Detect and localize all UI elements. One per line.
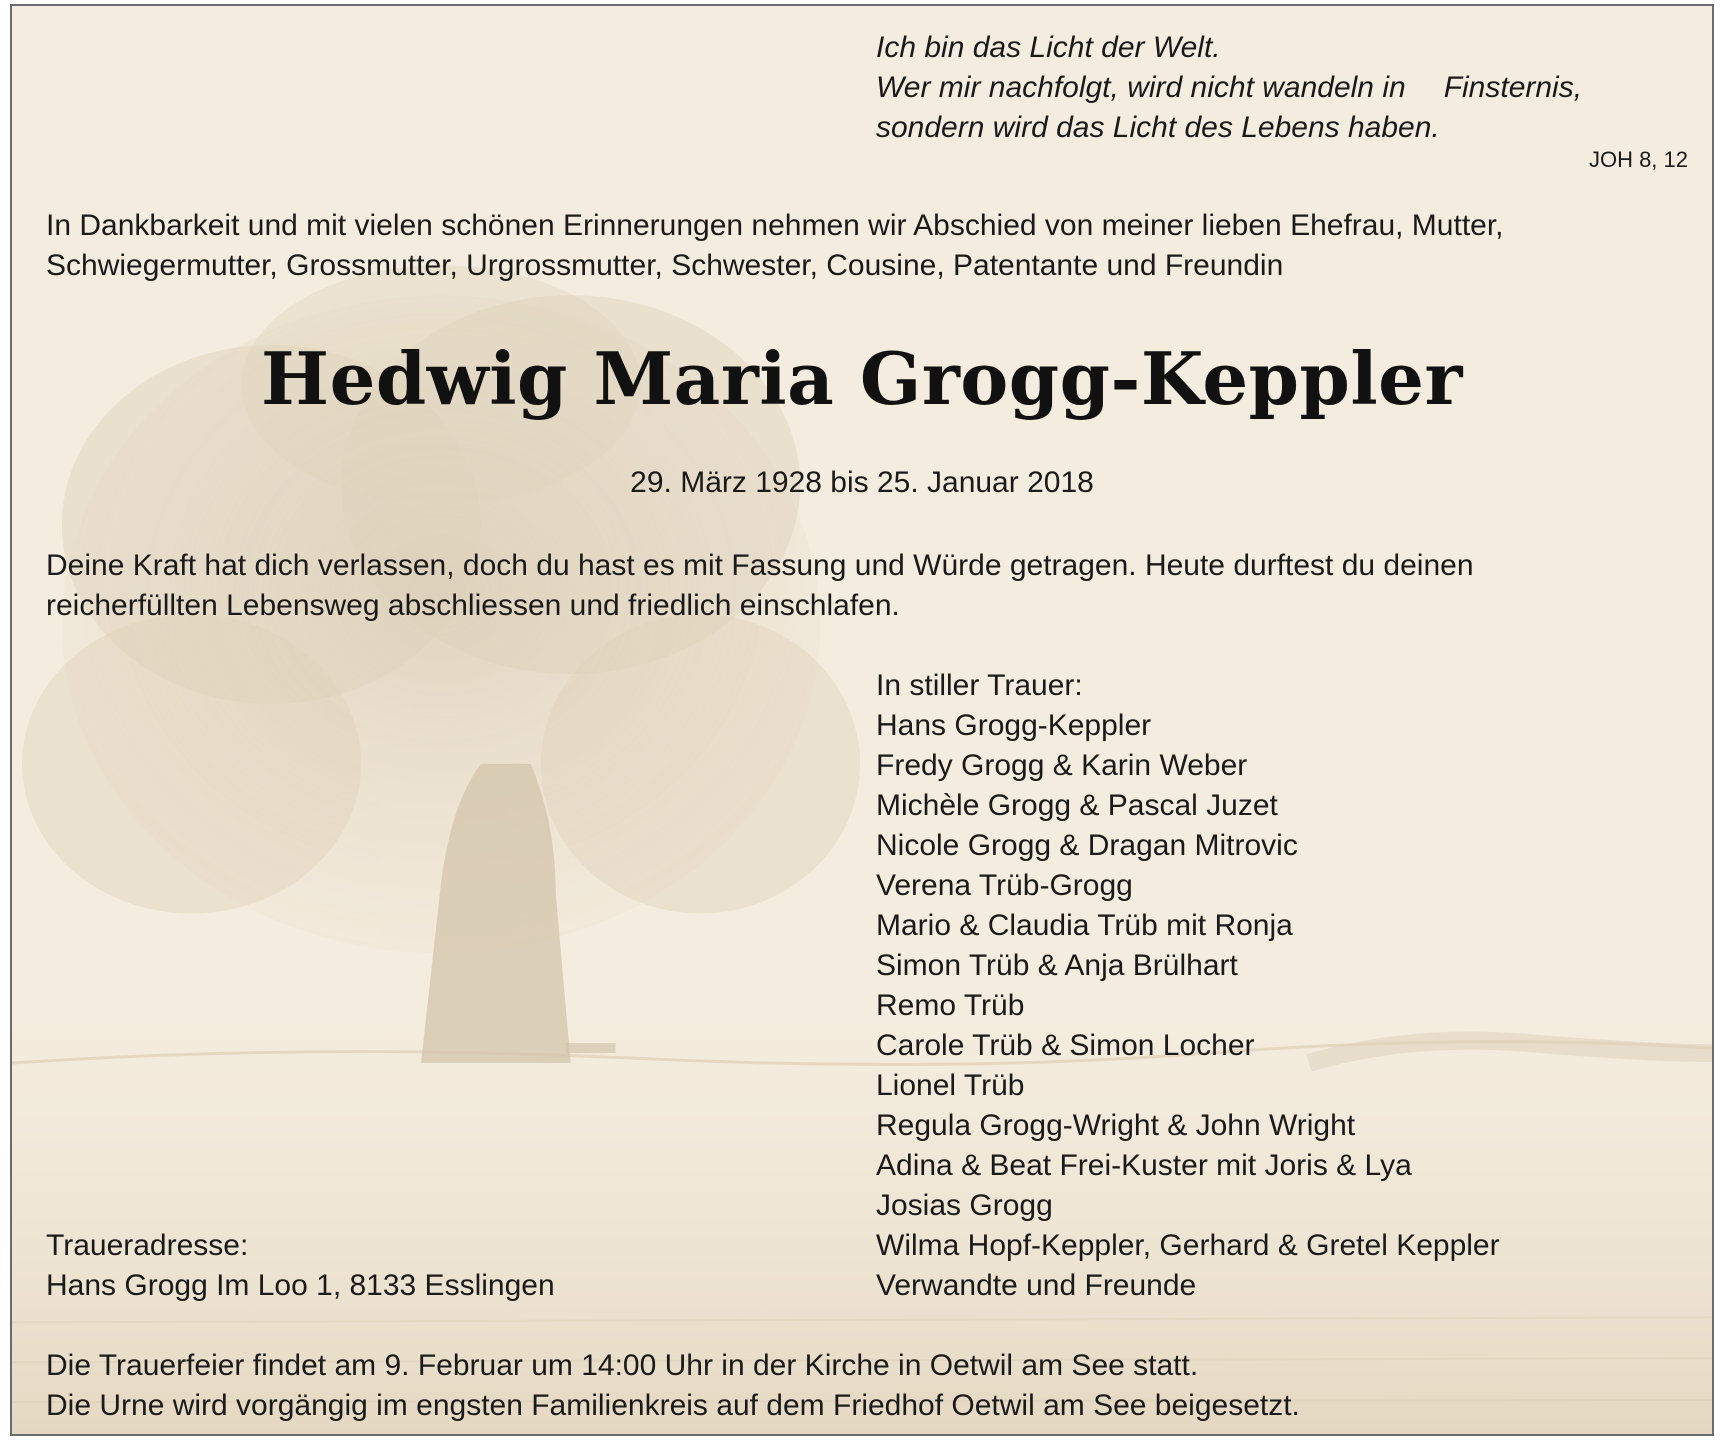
message-line-2: reicherfüllten Lebensweg abschliessen und friedlich einschlafen. [46,589,900,622]
deceased-name: Hedwig Maria Grogg-Keppler [261,336,1463,421]
verse-line-2-text: Wer mir nachfolgt, wird nicht wandeln in [876,71,1406,104]
intro-line-2: Schwiegermutter, Grossmutter, Urgrossmutter, Schwester, Cousine, Patentante und Freundin [46,249,1284,282]
address-value: Hans Grogg Im Loo 1, 8133 Esslingen [46,1269,555,1302]
obituary-card [10,4,1714,1436]
message-line-1: Deine Kraft hat dich verlassen, doch du hast es mit Fassung und Würde getragen. Heute durftest du deinen [46,549,1474,582]
mourner-name: Lionel Trüb [876,1069,1025,1102]
mourner-name: Michèle Grogg & Pascal Juzet [876,789,1278,822]
mourner-name: Simon Trüb & Anja Brülhart [876,949,1238,982]
funeral-line-2: Die Urne wird vorgängig im engsten Familienkreis auf dem Friedhof Oetwil am See beigesetzt. [46,1389,1300,1422]
mourner-name: Verena Trüb-Grogg [876,869,1133,902]
verse-line-2-tail: Finsternis, [1443,71,1583,104]
mourner-name: Josias Grogg [876,1189,1053,1222]
mourner-name: Carole Trüb & Simon Locher [876,1029,1255,1062]
mourners-list [876,666,1500,1306]
verse-line-3: sondern wird das Licht des Lebens haben. [876,111,1440,144]
mourner-name: Hans Grogg-Keppler [876,709,1152,742]
mourner-name: Regula Grogg-Wright & John Wright [876,1109,1356,1142]
mourner-name: Verwandte und Freunde [876,1269,1197,1302]
mourner-name: Nicole Grogg & Dragan Mitrovic [876,829,1298,862]
verse-line-2 [876,68,1582,108]
life-dates: 29. März 1928 bis 25. Januar 2018 [630,466,1094,499]
address-label: Traueradresse: [46,1229,249,1262]
bible-verse [876,28,1582,148]
mourners-heading: In stiller Trauer: [876,669,1083,702]
mourner-name: Mario & Claudia Trüb mit Ronja [876,909,1293,942]
farewell-message [46,546,1474,626]
verse-reference: JOH 8, 12 [1588,147,1688,172]
intro-line-1: In Dankbarkeit und mit vielen schönen Erinnerungen nehmen wir Abschied von meiner lieben Ehefrau, Mutter, [46,209,1504,242]
funeral-line-1: Die Trauerfeier findet am 9. Februar um 14:00 Uhr in der Kirche in Oetwil am See statt. [46,1349,1199,1382]
intro-text [46,206,1504,286]
funeral-info [46,1346,1300,1426]
mourning-address [46,1226,555,1306]
verse-line-1: Ich bin das Licht der Welt. [876,31,1221,64]
mourner-name: Fredy Grogg & Karin Weber [876,749,1248,782]
mourner-name: Wilma Hopf-Keppler, Gerhard & Gretel Keppler [876,1229,1500,1262]
mourner-name: Remo Trüb [876,989,1025,1022]
mourner-name: Adina & Beat Frei-Kuster mit Joris & Lya [876,1149,1412,1182]
